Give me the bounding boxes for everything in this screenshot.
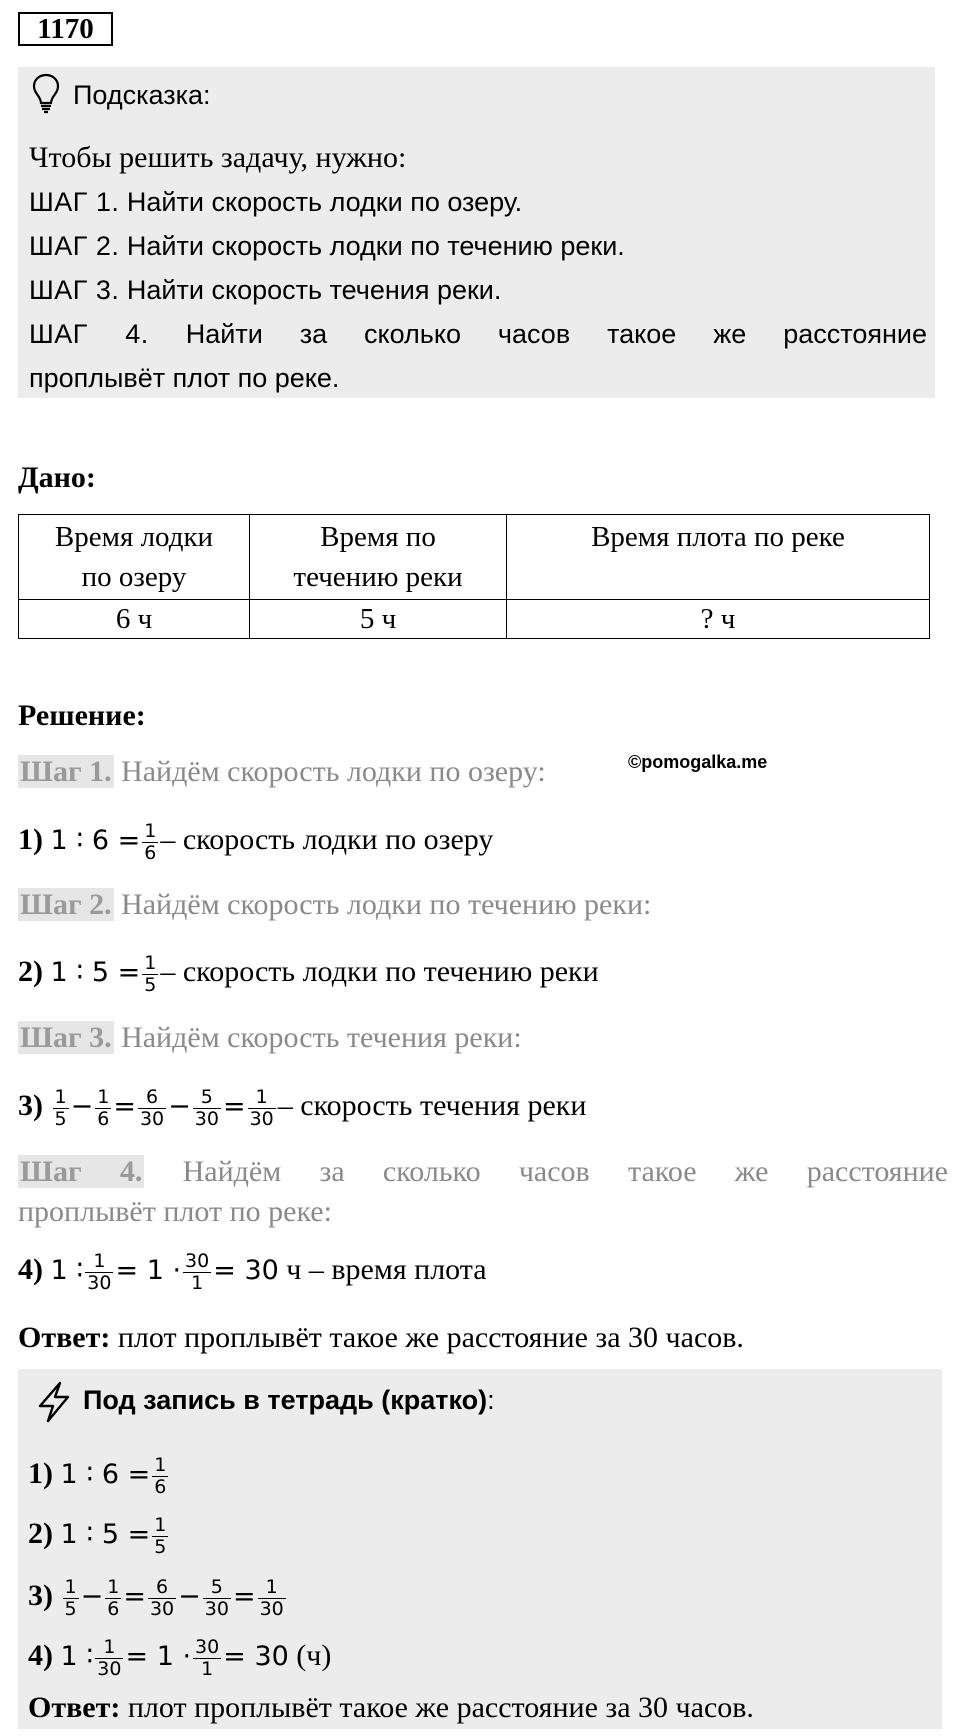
calc-line-4: 4) 1 ∶ $\frac{1}{30}$ = 1 · $\frac{30}{1}$ = 30 ч – время плота — [18, 1249, 487, 1294]
given-value-boat-river: 5 ч — [250, 600, 507, 639]
given-heading: Дано: — [18, 461, 96, 494]
fraction: $\frac{1}{5}$ — [144, 951, 157, 996]
hint-step-3: ШАГ 3. Найти скорость течения реки. — [29, 275, 502, 305]
given-value-boat-lake: 6 ч — [19, 600, 250, 639]
watermark: ©pomogalka.me — [628, 752, 768, 772]
given-header-raft: Время плота по реке — [507, 515, 930, 600]
short-line-3: 3) $\frac{1}{5}$ − $\frac{1}{6}$ = $\frac{6}{30}$ − $\frac{5}{30}$ = $\frac{1}{30}$ — [28, 1575, 284, 1620]
lightning-icon — [34, 1380, 74, 1424]
hint-step-1: ШАГ 1. Найти скорость лодки по озеру. — [29, 187, 523, 217]
hint-step-4: ШАГ 4. Найти за сколько часов такое же расстояние — [29, 319, 927, 349]
hint-intro: Чтобы решить задачу, нужно: — [29, 141, 407, 174]
short-note-title: Под запись в тетрадь (кратко): — [83, 1385, 495, 1415]
short-answer-line: Ответ: плот проплывёт такое же расстояние за 30 часов. — [28, 1691, 754, 1724]
short-line-4: 4) 1 ∶ $\frac{1}{30}$ = 1 · $\frac{30}{1}$ = 30 (ч) — [28, 1635, 332, 1680]
solution-step-3: Шаг 3. Найдём скорость течения реки: — [20, 1021, 522, 1054]
given-header-boat-river: Время по течению реки — [250, 515, 507, 600]
solution-step-4: Шаг 4. Найдём за сколько часов такое же расстояние проплывёт плот по реке: — [18, 1155, 949, 1228]
solution-heading: Решение: — [18, 699, 146, 732]
short-line-2: 2) 1 ∶ 5 = $\frac{1}{5}$ — [28, 1513, 167, 1558]
given-table — [18, 514, 930, 639]
calc-line-3: 3) $\frac{1}{5}$ − $\frac{1}{6}$ = $\frac{6}{30}$ − $\frac{5}{30}$ = $\frac{1}{30}$ – скорость течения реки — [18, 1085, 587, 1130]
fraction: $\frac{1}{6}$ — [144, 819, 157, 864]
given-value-raft: ? ч — [507, 600, 930, 639]
hint-content — [29, 136, 927, 400]
calc-line-2: 2) 1 ∶ 5 = $\frac{1}{5}$ – скорость лодки по течению реки — [18, 951, 599, 996]
solution-step-1: Шаг 1. Найдём скорость лодки по озеру: — [20, 755, 546, 788]
hint-title: Подсказка: — [73, 80, 211, 110]
calc-line-1: 1) 1 ∶ 6 = $\frac{1}{6}$ – скорость лодки по озеру — [18, 819, 494, 864]
task-number: 1170 — [18, 12, 113, 46]
answer-line: Ответ: плот проплывёт такое же расстояние за 30 часов. — [18, 1321, 744, 1354]
given-header-boat-lake: Время лодки по озеру — [19, 515, 250, 600]
step-tag: Шаг 1. — [20, 755, 112, 788]
lightbulb-icon — [30, 72, 62, 116]
short-line-1: 1) 1 ∶ 6 = $\frac{1}{6}$ — [28, 1453, 167, 1498]
solution-step-2: Шаг 2. Найдём скорость лодки по течению реки: — [20, 888, 652, 921]
hint-step-2: ШАГ 2. Найти скорость лодки по течению реки. — [29, 231, 625, 261]
hint-step-4-cont: проплывёт плот по реке. — [29, 363, 340, 393]
